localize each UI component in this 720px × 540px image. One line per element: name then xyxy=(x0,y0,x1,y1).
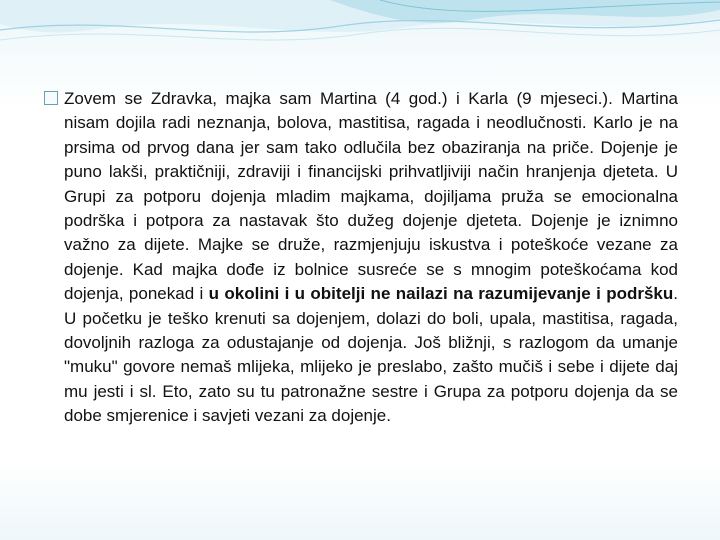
paragraph-text-part-1: Zovem se Zdravka, majka sam Martina (4 god.) i Karla (9 mjeseci.). Martina nisam dojila radi neznanja, bolova, mastitisa, ragada i neodlučnosti. Karlo je na prsima od prvog dana jer sam tako odlučila bez obaziranja na priče. Dojenje je puno lakši, praktičniji, zdraviji i financijski prihvatljiviji način hranjenja djeteta. U Grupi za potporu dojenja mladim majkama, dojiljama pruža se emocionalna podrška i potpora za nastavak što dužeg dojenje djeteta. Dojenje je iznimno važno za dijete. Majke se druže, razmjenjuju iskustva i poteškoće vezane za dojenje. Kad majka dođe iz bolnice susreće se s mnogim poteškoćama kod dojenja, ponekad i xyxy=(64,89,678,304)
story-paragraph xyxy=(64,87,678,429)
paragraph-emphasis: u okolini i u obitelji ne nailazi na razumijevanje i podršku xyxy=(208,284,674,304)
bullet-paragraph xyxy=(44,87,678,429)
content-text-box xyxy=(44,87,678,429)
square-bullet-icon xyxy=(44,91,58,105)
paragraph-text-part-2: . U početku je teško krenuti sa dojenjem, dolazi do boli, upala, mastitisa, ragada, dovoljnih razloga za odustajanje od dojenja. Još bližnji, s razlogom da umanje "muku" govore nemaš mlijeka, mlijeko je preslabo, zašto mučiš i sebe i dijete daj mu jesti i sl. Eto, zato su tu patronažne sestre i Grupa za potporu dojenja da se dobe smjerenice i savjeti vezani za dojenje. xyxy=(64,284,678,426)
decorative-wave-header xyxy=(0,0,720,80)
